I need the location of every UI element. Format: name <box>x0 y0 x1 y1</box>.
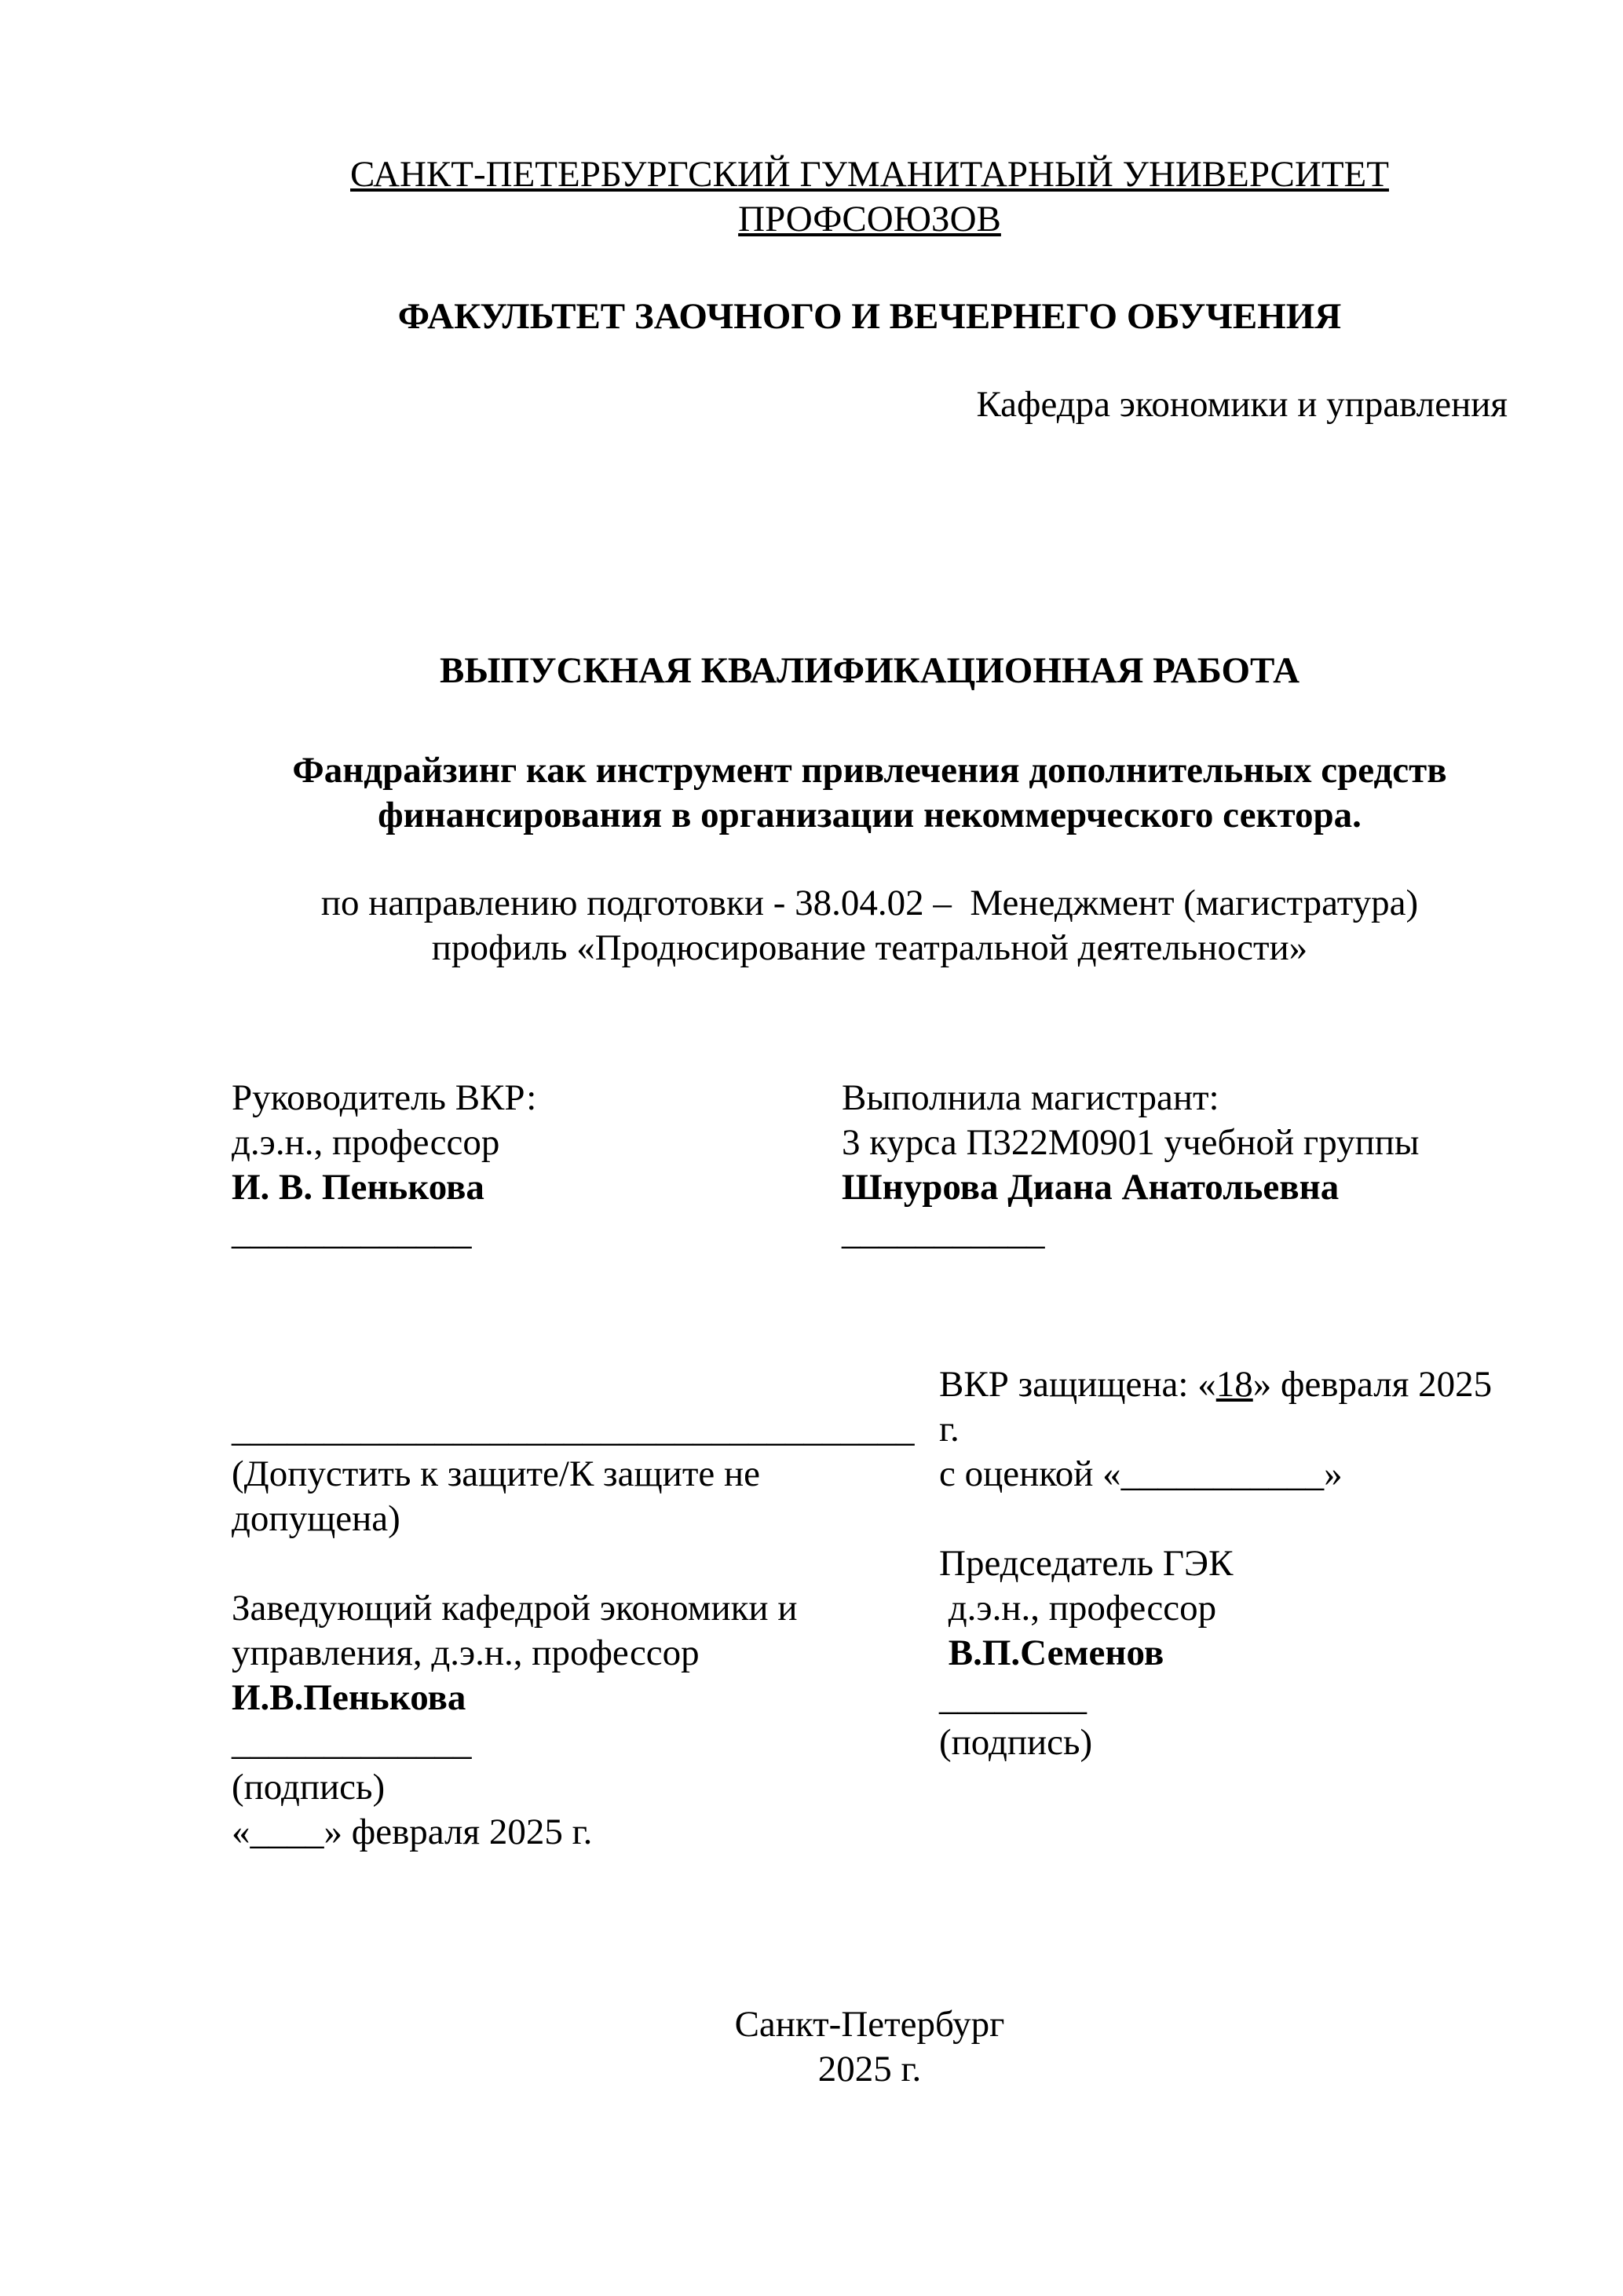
head-signature-caption: (подпись) <box>232 1767 386 1808</box>
supervisor-role-label: Руководитель ВКР: <box>232 1077 537 1118</box>
head-date-line: «____» февраля 2025 г. <box>232 1812 593 1852</box>
gek-name: В.П.Семенов <box>939 1632 1164 1673</box>
supervisor-name: И. В. Пенькова <box>232 1167 484 1208</box>
student-name: Шнурова Диана Анатольевна <box>842 1167 1340 1208</box>
head-dept-line1: Заведующий кафедрой экономики и <box>232 1588 798 1629</box>
university-name-line1: САНКТ-ПЕТЕРБУРГСКИЙ ГУМАНИТАРНЫЙ УНИВЕРСИТЕТ <box>350 154 1389 195</box>
program-profile: профиль «Продюсирование театральной деятельности» <box>431 927 1308 968</box>
thesis-title-line1: Фандрайзинг как инструмент привлечения дополнительных средств <box>292 750 1447 791</box>
defense-date-prefix: ВКР защищена: « <box>939 1364 1216 1405</box>
department-name: Кафедра экономики и управления <box>976 384 1508 425</box>
gek-signature-line: ________ <box>939 1677 1087 1718</box>
student-signature-line: ___________ <box>842 1212 1045 1252</box>
defense-date-line <box>939 1362 1508 1407</box>
gek-signature-caption: (подпись) <box>939 1722 1093 1763</box>
grade-line: с оценкой «___________» <box>939 1453 1343 1494</box>
head-dept-line2: управления, д.э.н., профессор <box>232 1632 700 1673</box>
gek-chair-label: Председатель ГЭК <box>939 1543 1234 1584</box>
thesis-title-line2: финансирования в организации некоммерческого сектора. <box>378 795 1362 835</box>
empty-cell <box>939 1497 1508 1541</box>
defense-date-year-tail: г. <box>939 1409 960 1450</box>
thesis-title <box>232 748 1508 838</box>
empty-cell <box>939 1765 1508 1810</box>
head-signature-line: _____________ <box>232 1722 472 1763</box>
admission-defense-block <box>232 1362 1508 1855</box>
student-group: 3 курса П322М0901 учебной группы <box>842 1122 1420 1163</box>
faculty-name: ФАКУЛЬТЕТ ЗАОЧНОГО И ВЕЧЕРНЕГО ОБУЧЕНИЯ <box>397 296 1342 337</box>
footer-city: Санкт-Петербург <box>734 2004 1005 2045</box>
supervisor-degree: д.э.н., профессор <box>232 1122 500 1163</box>
student-role-label: Выполнила магистрант: <box>842 1077 1219 1118</box>
supervisor-signature-line: _____________ <box>232 1212 472 1252</box>
empty-cell <box>232 1362 939 1407</box>
head-dept-name: И.В.Пенькова <box>232 1677 466 1718</box>
footer-year: 2025 г. <box>817 2049 922 2089</box>
empty-cell <box>939 1810 1508 1855</box>
university-name-line2: ПРОФСОЮЗОВ <box>738 199 1001 239</box>
defense-date-suffix: » февраля 2025 <box>1252 1364 1493 1405</box>
admit-note-line2: допущена) <box>232 1498 400 1539</box>
work-type-heading: ВЫПУСКНАЯ КВАЛИФИКАЦИОННАЯ РАБОТА <box>439 650 1300 691</box>
defense-date-day: 18 <box>1215 1364 1253 1405</box>
footer <box>232 2002 1508 2092</box>
admit-signature-line: _____________________________________ <box>232 1409 915 1450</box>
empty-cell <box>232 1541 939 1586</box>
program-direction: по направлению подготовки - 38.04.02 – Менеджмент (магистратура) <box>320 883 1419 923</box>
supervisor-student-block <box>232 1076 1508 1255</box>
gek-degree: д.э.н., профессор <box>939 1588 1217 1629</box>
admit-note-line1: (Допустить к защите/К защите не <box>232 1453 760 1494</box>
program-info <box>232 881 1508 971</box>
university-heading <box>232 152 1508 242</box>
